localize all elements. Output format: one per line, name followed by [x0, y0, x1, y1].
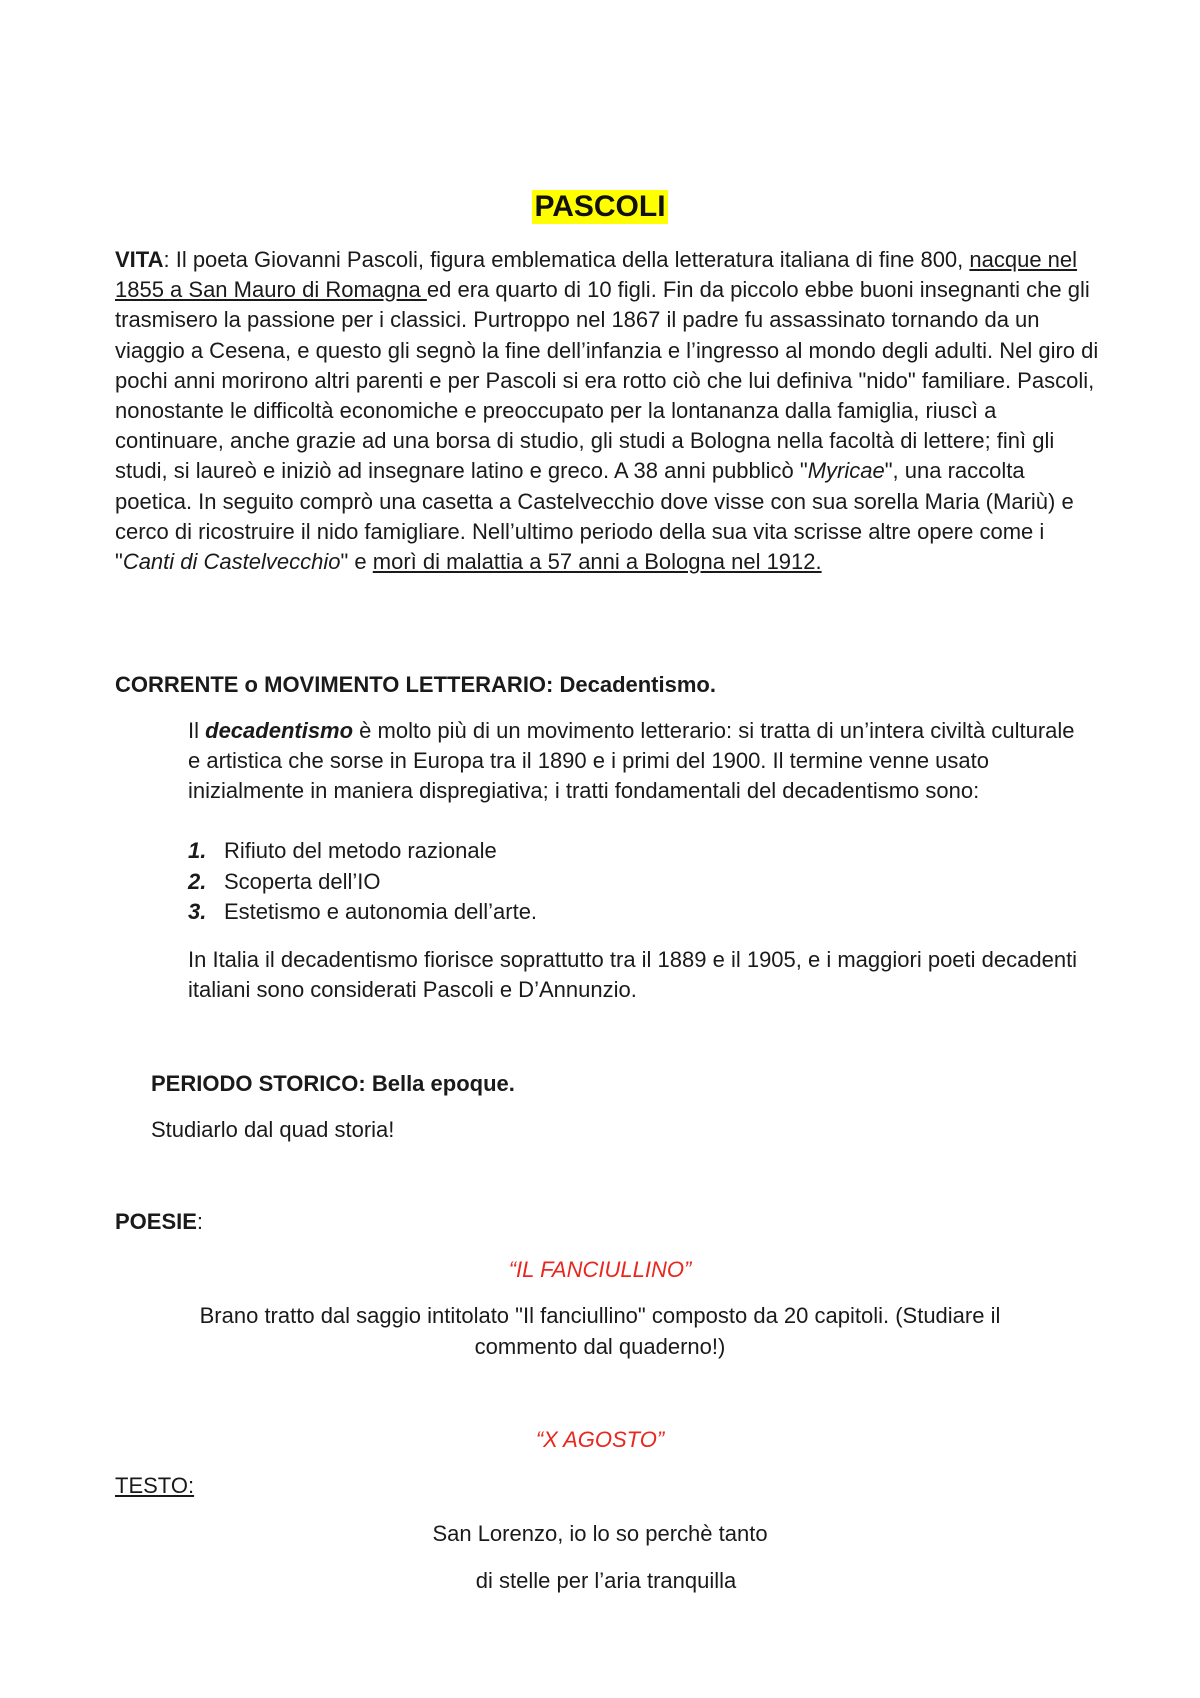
corrente-intro: [188, 716, 1088, 806]
testo-label: TESTO:: [115, 1473, 195, 1498]
corrente-closing: In Italia il decadentismo fiorisce soprattutto tra il 1889 e il 1905, e i maggiori poeti decadenti italiani sono considerati Pascoli e D’Annunzio.: [188, 947, 1078, 1002]
poesie-heading: [115, 1207, 203, 1237]
fanciullino-title: “IL FANCIULLINO”: [508, 1257, 692, 1282]
list-item: [188, 836, 537, 867]
list-item-number: 3.: [188, 899, 207, 924]
vita-myricae: Myricae: [807, 458, 885, 484]
list-item-text: Rifiuto del metodo razionale: [224, 838, 497, 863]
vita-underline-death: morì di malattia a 57 anni a Bologna nel 1912.: [372, 549, 822, 575]
poem-line-2: di stelle per l’aria tranquilla: [475, 1568, 737, 1593]
periodo-heading: PERIODO STORICO: Bella epoque.: [151, 1071, 515, 1096]
fanciullino-text: Brano tratto dal saggio intitolato "Il fanciullino" composto da 20 capitoli. (Studiare il commento dal quaderno!): [199, 1303, 1001, 1359]
periodo-note: Studiarlo dal quad storia!: [151, 1117, 395, 1142]
list-item: [188, 897, 537, 928]
poem-line-1: San Lorenzo, io lo so perchè tanto: [432, 1521, 768, 1546]
decadentismo-list: [188, 836, 537, 928]
vita-text-2: ed era quarto di 10 figli. Fin da piccolo ebbe buoni insegnanti che gli trasmisero la passione per i classici. Purtroppo nel 1867 il padre fu assassinato tornando da un viaggio a Cesena, e questo gli segnò la fine dell’infanzia e l’ingresso al mondo degli adulti. Nel giro di pochi anni morirono altri parenti e per Pascoli si era rotto ciò che lui definiva "nido" familiare. Pascoli, nonostante le difficoltà economiche e preoccupato per la lontananza dalla famiglia, riuscì a continuare, anche grazie ad una borsa di studio, gli studi a Bologna nella facoltà di lettere; finì gli studi, si laureò e iniziò ad insegnare latino e greco. A 38 anni pubblicò ": [115, 277, 1099, 484]
corrente-heading: CORRENTE o MOVIMENTO LETTERARIO: Decadentismo.: [115, 672, 716, 697]
vita-text-1: : Il poeta Giovanni Pascoli, figura emblematica della letteratura italiana di fine 800,: [163, 247, 970, 272]
vita-label: VITA: [115, 247, 164, 272]
corrente-intro-bold: decadentismo: [205, 718, 354, 743]
list-item-number: 1.: [188, 838, 207, 863]
page-title: PASCOLI: [534, 190, 666, 223]
corrente-intro-pre: Il: [188, 718, 206, 743]
corrente-intro-post: è molto più di un movimento letterario: si tratta di un’intera civiltà culturale e artistica che sorse in Europa tra il 1890 e i primi del 1900. Il termine venne usato inizialmente in maniera dispregiativa; i tratti fondamentali del decadentismo sono:: [188, 718, 1075, 803]
list-item: [188, 867, 537, 898]
vita-canti: Canti di Castelvecchio: [122, 549, 341, 575]
list-item-text: Scoperta dell’IO: [224, 868, 381, 894]
list-item-number: 2.: [188, 868, 207, 894]
list-item-text: Estetismo e autonomia dell’arte.: [224, 899, 538, 924]
vita-text-4: " e: [340, 549, 373, 575]
vita-paragraph: [115, 245, 1105, 577]
title-container: [0, 190, 1200, 224]
agosto-title: “X AGOSTO”: [535, 1427, 665, 1452]
poesie-heading-label: POESIE: [115, 1209, 197, 1234]
vita-text-3: ", una raccolta poetica. In seguito comprò una casetta a Castelvecchio dove visse con sua sorella Maria (Mariù) e cerco di ricostruire il nido famigliare. Nell’ultimo periodo della sua vita scrisse altre opere come i ": [115, 458, 1074, 575]
vita-underline-birth: nacque nel 1855 a San Mauro di Romagna: [115, 247, 1078, 303]
poesie-heading-colon: :: [196, 1209, 204, 1234]
